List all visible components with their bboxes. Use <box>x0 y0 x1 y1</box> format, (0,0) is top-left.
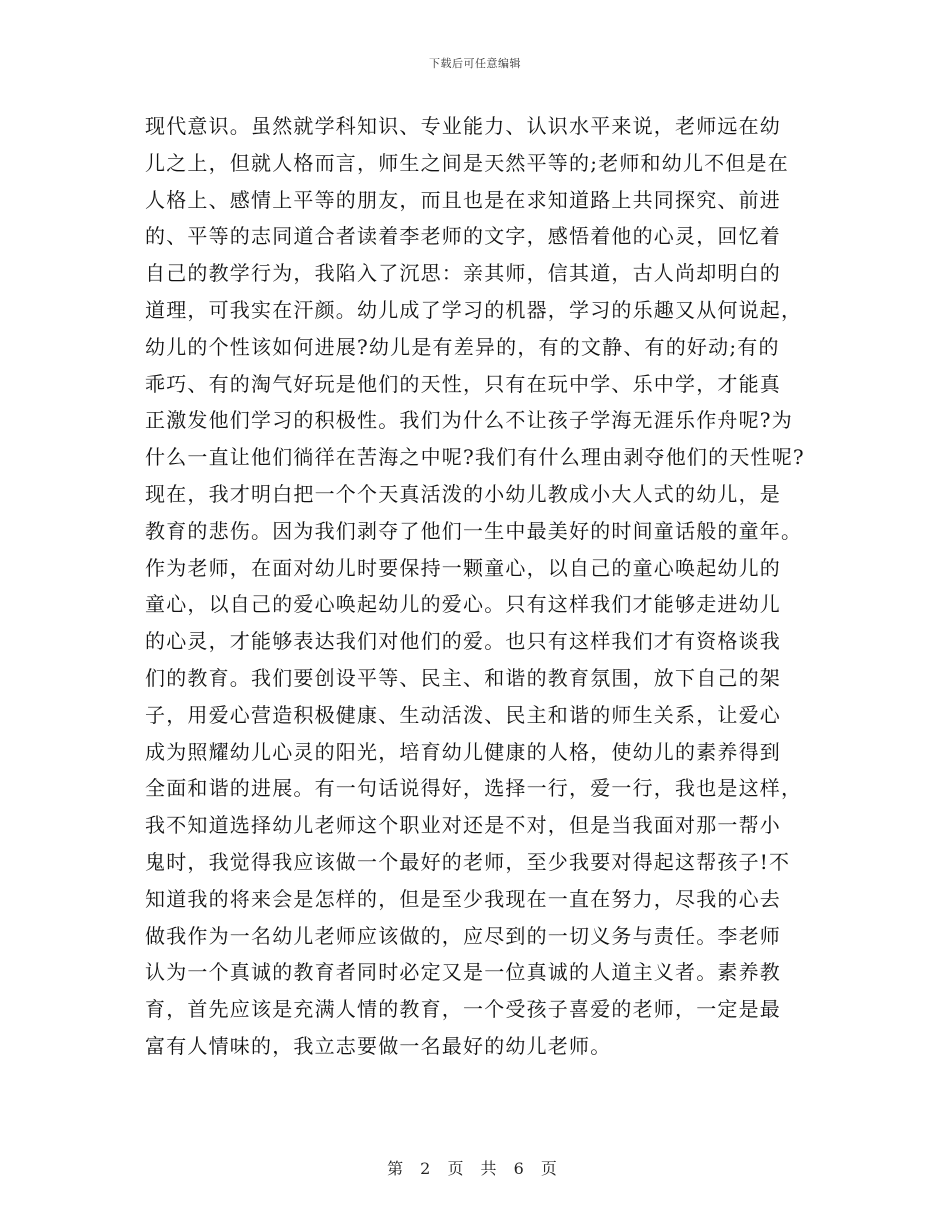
body-line: 什么一直让他们徜徉在苦海之中呢?我们有什么理由剥夺他们的天性呢? <box>145 445 805 470</box>
body-line: 正激发他们学习的积极性。我们为什么不让孩子学海无涯乐作舟呢?为 <box>145 408 793 433</box>
body-line: 我不知道选择幼儿老师这个职业对还是不对，但是当我面对那一帮小 <box>145 813 781 838</box>
body-line: 做我作为一名幼儿老师应该做的，应尽到的一切义务与责任。李老师 <box>145 923 781 948</box>
body-line: 现在，我才明白把一个个天真活泼的小幼儿教成小大人式的幼儿，是 <box>145 481 781 506</box>
body-line: 教育的悲伤。因为我们剥夺了他们一生中最美好的时间童话般的童年。 <box>145 518 803 543</box>
page-number: 第 2 页 共 6 页 <box>387 1159 563 1178</box>
body-line: 的心灵，才能够表达我们对他们的爱。也只有这样我们才有资格谈我 <box>145 629 781 654</box>
body-line: 子，用爱心营造积极健康、生动活泼、民主和谐的师生关系，让爱心 <box>145 702 781 727</box>
body-line: 鬼时，我觉得我应该做一个最好的老师，至少我要对得起这帮孩子!不 <box>145 849 791 874</box>
body-line: 现代意识。虽然就学科知识、专业能力、认识水平来说，老师远在幼 <box>145 114 781 138</box>
body-line: 全面和谐的进展。有一句话说得好，选择一行，爱一行，我也是这样， <box>145 776 803 801</box>
body-line: 认为一个真诚的教育者同时必定又是一位真诚的人道主义者。素养教 <box>145 960 781 985</box>
body-line: 自己的教学行为，我陷入了沉思：亲其师，信其道，古人尚却明白的 <box>145 261 781 286</box>
body-line: 幼儿的个性该如何进展?幼儿是有差异的，有的文静、有的好动;有的 <box>145 334 780 359</box>
body-line: 知道我的将来会是怎样的，但是至少我现在一直在努力，尽我的心去 <box>145 886 781 911</box>
body-line: 作为老师，在面对幼儿时要保持一颗童心，以自己的童心唤起幼儿的 <box>145 555 781 580</box>
body-line: 道理，可我实在汗颜。幼儿成了学习的机器，学习的乐趣又从何说起， <box>145 297 803 322</box>
body-line: 的、平等的志同道合者读着李老师的文字，感悟着他的心灵，回忆着 <box>145 224 781 249</box>
body-line: 人格上、感情上平等的朋友，而且也是在求知道路上共同探究、前进 <box>145 187 781 212</box>
body-line: 成为照耀幼儿心灵的阳光，培育幼儿健康的人格，使幼儿的素养得到 <box>145 739 781 764</box>
body-line: 童心，以自己的爱心唤起幼儿的爱心。只有这样我们才能够走进幼儿 <box>145 592 781 617</box>
page-header: 下载后可任意编辑 <box>429 57 521 70</box>
body-line: 育，首先应该是充满人情的教育，一个受孩子喜爱的老师，一定是最 <box>145 997 781 1022</box>
body-line: 乖巧、有的淘气好玩是他们的天性，只有在玩中学、乐中学，才能真 <box>145 371 781 396</box>
body-line: 富有人情味的，我立志要做一名最好的幼儿老师。 <box>145 1033 612 1058</box>
body-line: 儿之上，但就人格而言，师生之间是天然平等的;老师和幼儿不但是在 <box>145 150 789 175</box>
body-line: 们的教育。我们要创设平等、民主、和谐的教育氛围，放下自己的架 <box>145 665 781 690</box>
document-body <box>145 108 815 1065</box>
